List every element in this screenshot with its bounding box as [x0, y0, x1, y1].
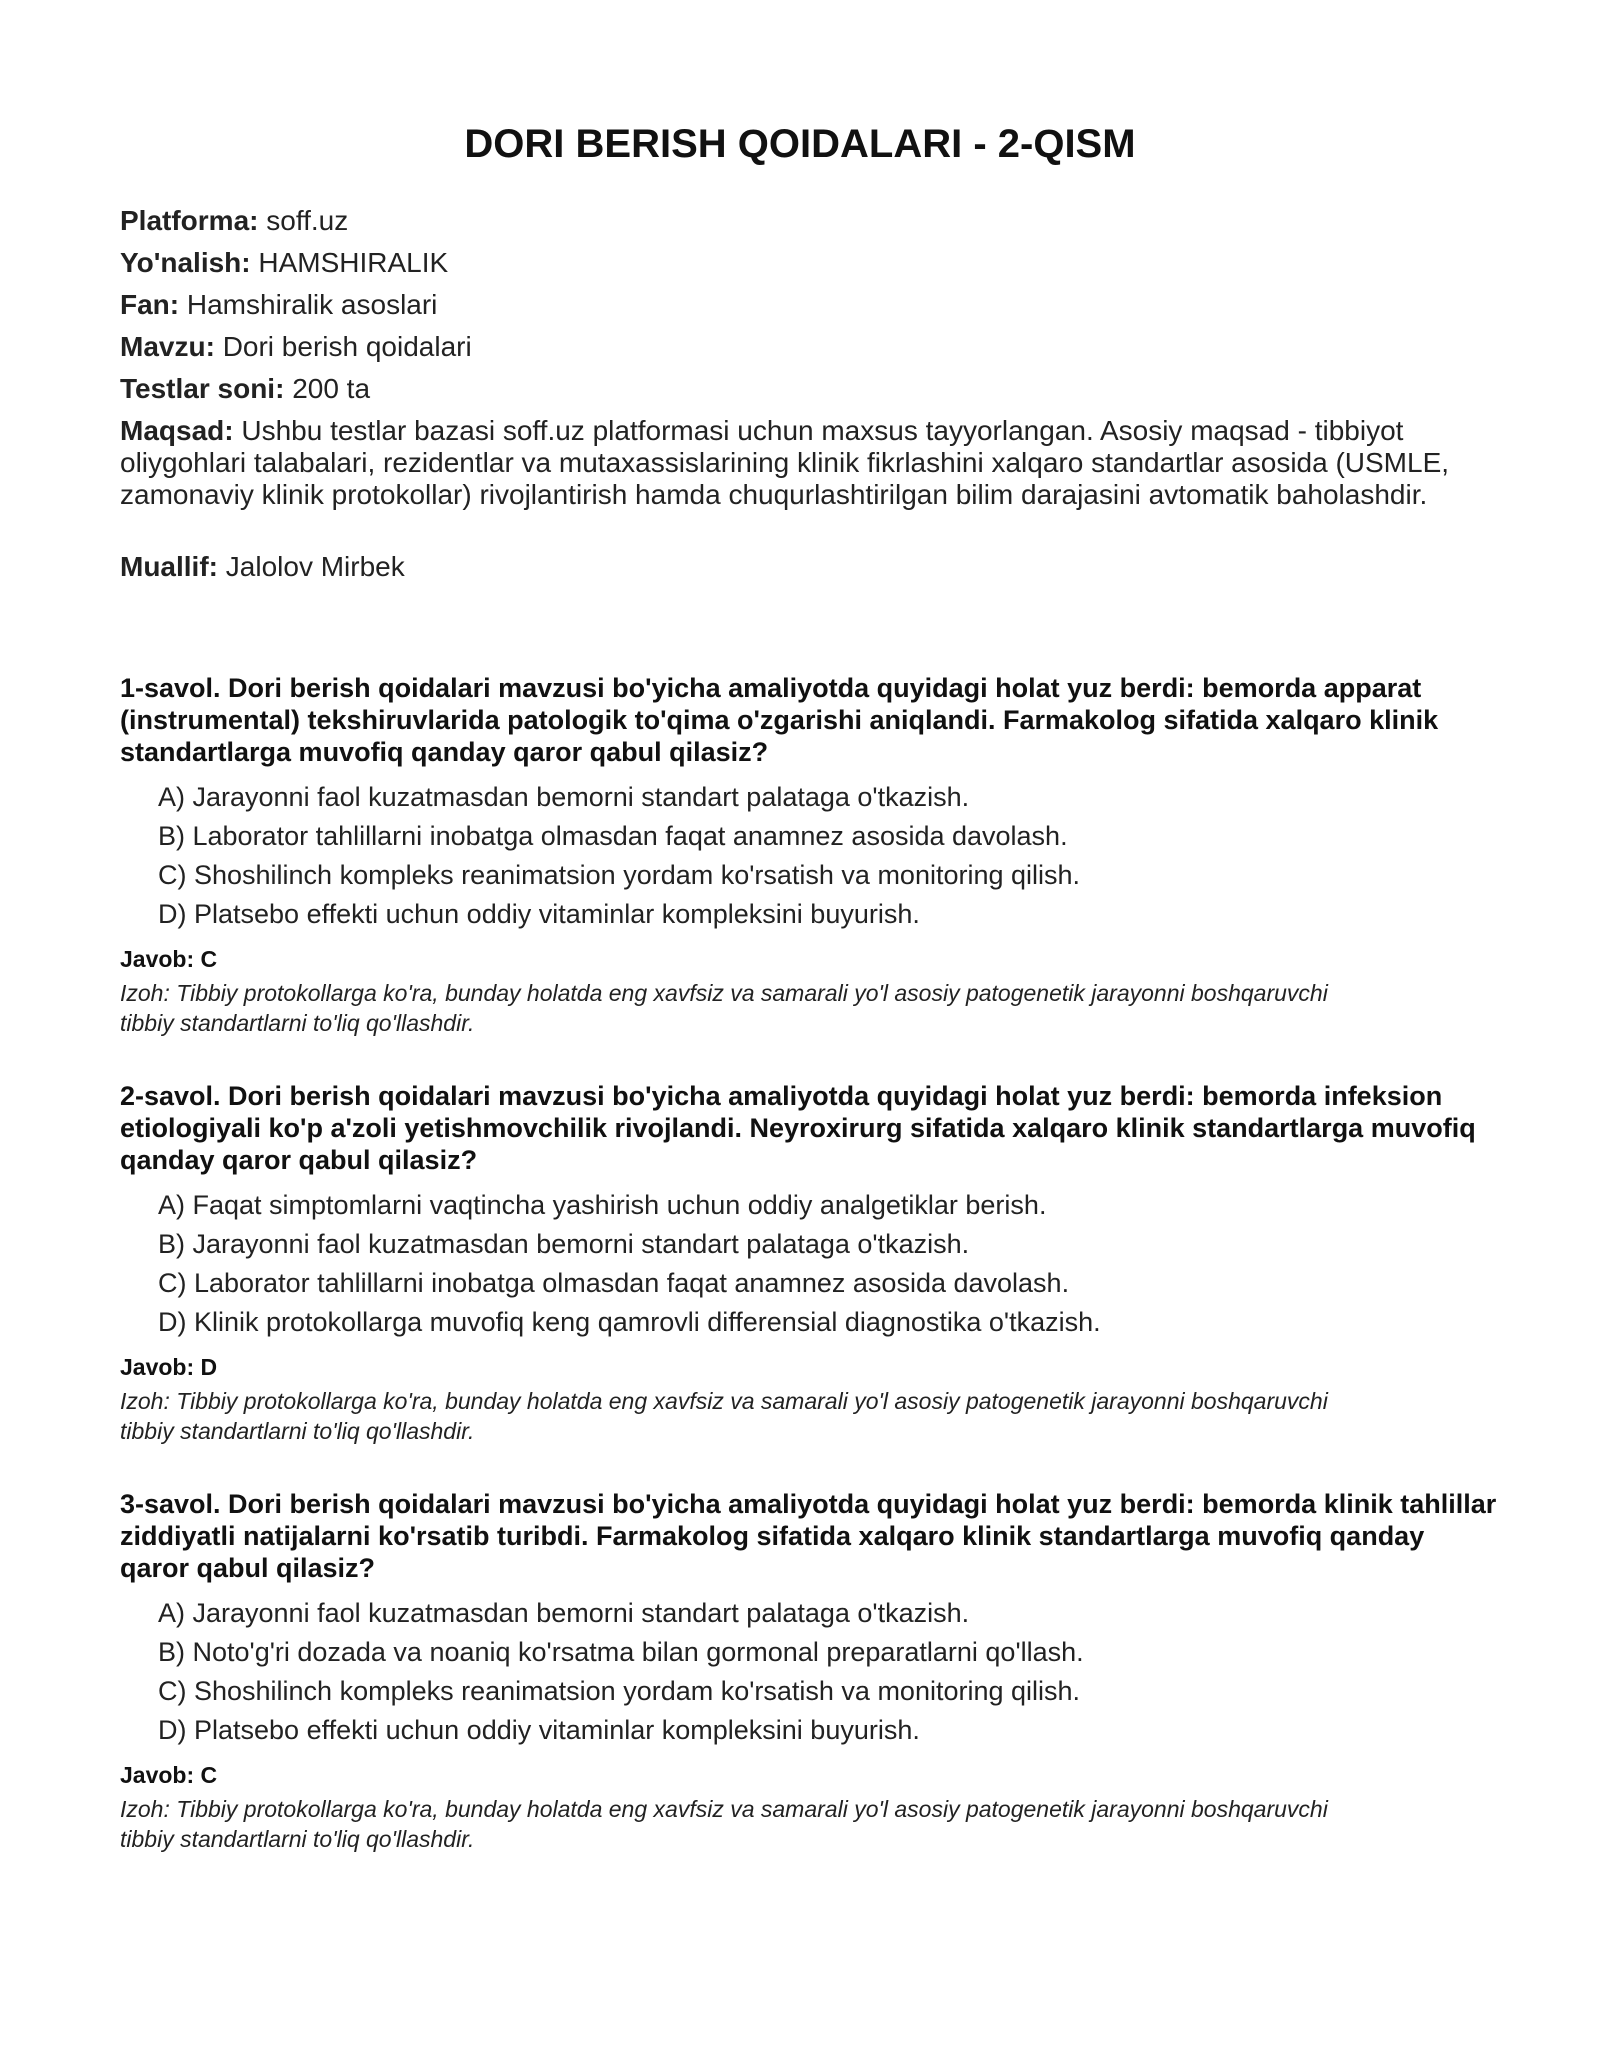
- question-1: [120, 672, 1500, 1038]
- meta-yonalish: [120, 247, 1480, 279]
- option-d: D) Klinik protokollarga muvofiq keng qamrovli differensial diagnostika o'tkazish.: [158, 1307, 1101, 1337]
- option-a: A) Jarayonni faol kuzatmasdan bemorni standart palataga o'tkazish.: [158, 1598, 970, 1628]
- option-b: B) Noto'g'ri dozada va noaniq ko'rsatma bilan gormonal preparatlarni qo'llash.: [158, 1637, 1084, 1667]
- meta-fan: [120, 289, 1480, 321]
- question-2: [120, 1080, 1500, 1446]
- option-c: C) Laborator tahlillarni inobatga olmasdan faqat anamnez asosida davolash.: [158, 1268, 1070, 1298]
- meta-fan-value: Hamshiralik asoslari: [186, 289, 438, 320]
- question-text: 1-savol. Dori berish qoidalari mavzusi bo'yicha amaliyotda quyidagi holat yuz berdi: bemorda apparat (instrumental) tekshiruvlarida patologik to'qima o'zgarishi aniqlandi. Farmakolog sifatida xalqaro klinik standartlarga muvofiq qanday qaror qabul qilasiz?: [120, 673, 1439, 767]
- question-text: 3-savol. Dori berish qoidalari mavzusi bo'yicha amaliyotda quyidagi holat yuz berdi: bemorda klinik tahlillar ziddiyatli natijalarni ko'rsatib turibdi. Farmakolog sifatida xalqaro klinik standartlarga muvofiq qanday qaror qabul qilasiz?: [120, 1489, 1497, 1583]
- meta-testlar-value: 200 ta: [292, 373, 371, 404]
- explanation: Izoh: Tibbiy protokollarga ko'ra, bunday holatda eng xavfsiz va samarali yo'l asosiy patogenetik jarayonni boshqaruvchi tibbiy standartlarni to'liq qo'llashdir.: [120, 1388, 1328, 1444]
- meta-yonalish-label: Yo'nalish:: [120, 247, 251, 278]
- option-c: C) Shoshilinch kompleks reanimatsion yordam ko'rsatish va monitoring qilish.: [158, 1676, 1081, 1706]
- meta-fan-label: Fan:: [120, 289, 180, 320]
- question-text: 2-savol. Dori berish qoidalari mavzusi bo'yicha amaliyotda quyidagi holat yuz berdi: bemorda infeksion etiologiyali ko'p a'zoli yetishmovchilik rivojlandi. Neyroxirurg sifatida xalqaro klinik standartlarga muvofiq qanday qaror qabul qilasiz?: [120, 1081, 1476, 1175]
- explanation: Izoh: Tibbiy protokollarga ko'ra, bunday holatda eng xavfsiz va samarali yo'l asosiy patogenetik jarayonni boshqaruvchi tibbiy standartlarni to'liq qo'llashdir.: [120, 980, 1328, 1036]
- option-b: B) Laborator tahlillarni inobatga olmasdan faqat anamnez asosida davolash.: [158, 821, 1068, 851]
- meta-platforma-value: soff.uz: [266, 205, 349, 236]
- question-3: [120, 1488, 1500, 1854]
- option-b: B) Jarayonni faol kuzatmasdan bemorni standart palataga o'tkazish.: [158, 1229, 970, 1259]
- meta-platforma: [120, 205, 1480, 237]
- meta-mavzu-value: Dori berish qoidalari: [222, 331, 472, 362]
- meta-testlar-soni: [120, 373, 1480, 405]
- option-list: [120, 778, 1500, 934]
- answer: Javob: C: [120, 946, 218, 972]
- meta-mavzu-label: Mavzu:: [120, 331, 215, 362]
- meta-platforma-label: Platforma:: [120, 205, 259, 236]
- answer: Javob: D: [120, 1354, 218, 1380]
- option-list: [120, 1186, 1500, 1342]
- meta-muallif-value: Jalolov Mirbek: [225, 551, 405, 582]
- option-d: D) Platsebo effekti uchun oddiy vitaminlar kompleksini buyurish.: [158, 1715, 920, 1745]
- option-a: A) Faqat simptomlarni vaqtincha yashirish uchun oddiy analgetiklar berish.: [158, 1190, 1047, 1220]
- meta-muallif: [120, 551, 1480, 583]
- document-title: DORI BERISH QOIDALARI - 2-QISM: [464, 122, 1136, 166]
- meta-testlar-label: Testlar soni:: [120, 373, 285, 404]
- meta-maqsad-value: Ushbu testlar bazasi soff.uz platformasi uchun maxsus tayyorlangan. Asosiy maqsad - tibbiyot oliygohlari talabalari, rezidentlar va mutaxassislarining klinik fikrlashini xalqaro standartlar asosida (USMLE, zamonaviy klinik protokollar) rivojlantirish hamda chuqurlashtirilgan bilim darajasini avtomatik baholashdir.: [120, 415, 1450, 510]
- meta-maqsad-label: Maqsad:: [120, 415, 234, 446]
- meta-mavzu: [120, 331, 1480, 363]
- answer: Javob: C: [120, 1762, 218, 1788]
- option-d: D) Platsebo effekti uchun oddiy vitaminlar kompleksini buyurish.: [158, 899, 920, 929]
- meta-maqsad: [120, 415, 1480, 511]
- meta-yonalish-value: HAMSHIRALIK: [258, 247, 449, 278]
- option-c: C) Shoshilinch kompleks reanimatsion yordam ko'rsatish va monitoring qilish.: [158, 860, 1081, 890]
- option-list: [120, 1594, 1500, 1750]
- meta-muallif-label: Muallif:: [120, 551, 218, 582]
- explanation: Izoh: Tibbiy protokollarga ko'ra, bunday holatda eng xavfsiz va samarali yo'l asosiy patogenetik jarayonni boshqaruvchi tibbiy standartlarni to'liq qo'llashdir.: [120, 1796, 1328, 1852]
- option-a: A) Jarayonni faol kuzatmasdan bemorni standart palataga o'tkazish.: [158, 782, 970, 812]
